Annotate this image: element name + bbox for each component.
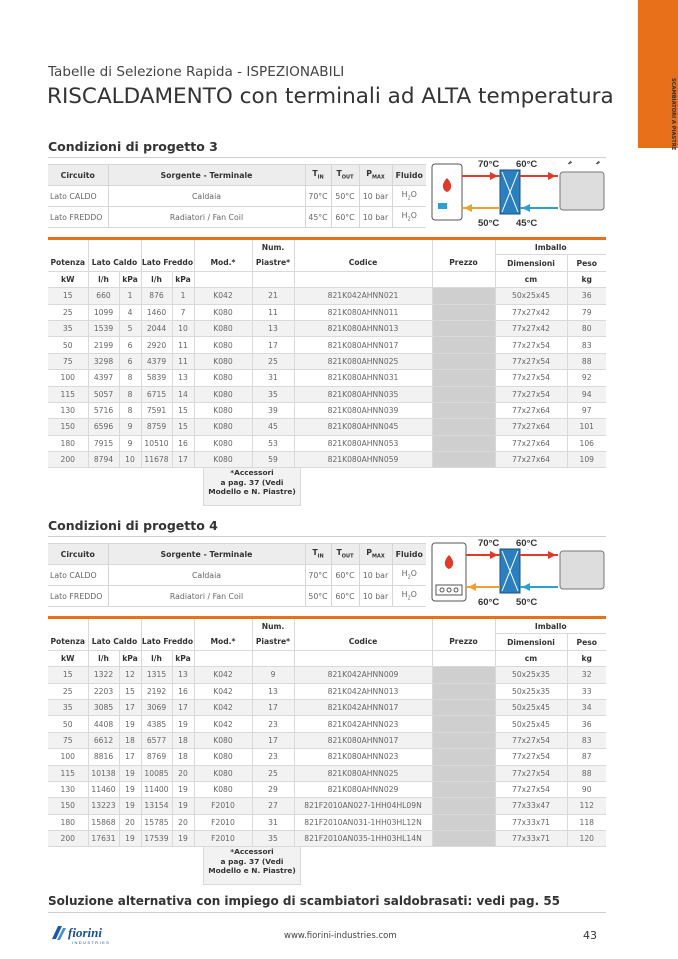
flow-diagram-4 xyxy=(428,537,606,607)
price-cell xyxy=(432,699,495,715)
cond-row: Lato CALDO Caldaia 70°C 60°C 10 bar $H_2O$ xyxy=(48,565,426,586)
accessori-note: *Accessori a pag. 37 (Vedi Modello e N. Piastre) xyxy=(203,468,301,506)
cond-row: Lato FREDDO Radiatori / Fan Coil 45°C 60°C 10 bar $H_2O$ xyxy=(48,207,426,228)
divider xyxy=(48,912,606,913)
table-row: 35 3085 17 3069 17 K042 17 821K042AHNN017 50x25x45 34 xyxy=(48,699,606,715)
table-row: 50 2199 6 2920 11 K080 17 821K080AHNN017 77x27x54 83 xyxy=(48,337,606,353)
price-cell xyxy=(432,749,495,765)
table-row: 200 17631 19 17539 19 F2010 35 821F2010AN035-1HH03HL14N 77x33x71 120 xyxy=(48,831,606,847)
price-cell xyxy=(432,798,495,814)
price-cell xyxy=(432,370,495,386)
table-row: 35 1539 5 2044 10 K080 13 821K080AHNN013 77x27x42 80 xyxy=(48,320,606,336)
radiator-icon xyxy=(560,551,604,589)
table-row: 200 8794 10 11678 17 K080 59 821K080AHNN059 77x27x64 109 xyxy=(48,452,606,468)
price-cell xyxy=(432,667,495,683)
svg-text:60°C: 60°C xyxy=(478,597,500,607)
col-sorgente: Sorgente - Terminale xyxy=(108,165,305,186)
conditions-table-3 xyxy=(48,164,426,228)
section-3-heading: Condizioni di progetto 3 xyxy=(48,139,218,154)
table-row: 25 2203 15 2192 16 K042 13 821K042AHNN013 50x25x35 33 xyxy=(48,683,606,699)
price-cell xyxy=(432,353,495,369)
flow-diagram-3 xyxy=(428,158,606,228)
svg-text:50°C: 50°C xyxy=(478,218,500,228)
table-row: 150 6596 9 8759 15 K080 45 821K080AHNN045 77x27x64 101 xyxy=(48,419,606,435)
selection-table-4: Num. Imballo Potenza Lato Caldo Lato Freddo Mod.* Piastre* Codice Prezzo Dimensioni Peso kW l/h kPa l/h kPa cm kg 15 1322 12 1315 13 K042 9 821K042AHNN009 50x25x35 32 25 2203 15 2192 16 K042 13 821K042AHNN013 50x25x35 33 35 3085 17 3069 17 K042 17 821K042AHNN017 50x25x45 34 50 4408 19 4385 19 K042 23 821K042AHNN023 50x25x45 36 75 6612 18 6577 18 K080 17 821K080AHNN017 77x27x54 83 100 8816 17 8769 18 K080 23 821K080AHNN023 77x27x54 87 115 10138 19 10085 20 K080 25 821K080AHNN025 77x27x54 88 130 11460 19 11400 19 K080 29 821K080AHNN029 77x27x54 90 150 13223 19 13154 19 F2010 27 821F2010AN027-1HH04HL09N 77x33x47 112 180 15868 20 15785 20 F2010 31 821F2010AN031-1HH03HL12N 77x33x71 118 200 17631 19 17539 19 F2010 35 821F2010AN035-1HH03HL14N 77x33x71 120 xyxy=(48,616,606,847)
svg-text:45°C: 45°C xyxy=(516,218,538,228)
price-cell xyxy=(432,304,495,320)
table-row: 180 15868 20 15785 20 F2010 31 821F2010AN031-1HH03HL12N 77x33x71 118 xyxy=(48,814,606,830)
svg-text:fiorini: fiorini xyxy=(68,925,102,940)
price-cell xyxy=(432,386,495,402)
cond-row: Lato FREDDO Radiatori / Fan Coil 50°C 60°C 10 bar $H_2O$ xyxy=(48,586,426,607)
price-cell xyxy=(432,419,495,435)
table-row: 100 8816 17 8769 18 K080 23 821K080AHNN023 77x27x54 87 xyxy=(48,749,606,765)
price-cell xyxy=(432,831,495,847)
svg-text:60°C: 60°C xyxy=(516,538,538,549)
price-cell xyxy=(432,814,495,830)
svg-text:INDUSTRIES: INDUSTRIES xyxy=(72,940,111,945)
table-row: 50 4408 19 4385 19 K042 23 821K042AHNN023 50x25x45 36 xyxy=(48,716,606,732)
svg-text:60°C: 60°C xyxy=(516,159,538,170)
table-row: 100 4397 8 5839 13 K080 31 821K080AHNN031 77x27x54 92 xyxy=(48,370,606,386)
svg-text:50°C: 50°C xyxy=(516,597,538,607)
table-row: 150 13223 19 13154 19 F2010 27 821F2010AN027-1HH04HL09N 77x33x47 112 xyxy=(48,798,606,814)
radiator-icon xyxy=(560,172,604,210)
table-row: 75 3298 6 4379 11 K080 25 821K080AHNN025 77x27x54 88 xyxy=(48,353,606,369)
price-cell xyxy=(432,452,495,468)
table-row: 15 660 1 876 1 K042 21 821K042AHNN021 50x25x45 36 xyxy=(48,288,606,304)
page-title: RISCALDAMENTO con terminali ad ALTA temperatura xyxy=(47,84,614,109)
col-tin: $T_{IN}$ xyxy=(305,165,331,186)
col-pmax: $P_{MAX}$ xyxy=(359,165,392,186)
price-cell xyxy=(432,732,495,748)
price-cell xyxy=(432,402,495,418)
accessori-note: *Accessori a pag. 37 (Vedi Modello e N. Piastre) xyxy=(203,847,301,885)
table-row: 75 6612 18 6577 18 K080 17 821K080AHNN017 77x27x54 83 xyxy=(48,732,606,748)
col-tout: $T_{OUT}$ xyxy=(331,165,359,186)
table-row: 130 5716 8 7591 15 K080 39 821K080AHNN039 77x27x64 97 xyxy=(48,402,606,418)
table-row: 25 1099 4 1460 7 K080 11 821K080AHNN011 77x27x42 79 xyxy=(48,304,606,320)
table-row: 15 1322 12 1315 13 K042 9 821K042AHNN009 50x25x35 32 xyxy=(48,667,606,683)
col-circuito: Circuito xyxy=(48,165,108,186)
page-number: 43 xyxy=(583,929,597,942)
svg-text:70°C: 70°C xyxy=(478,159,500,170)
section-4-heading: Condizioni di progetto 4 xyxy=(48,518,218,533)
price-cell xyxy=(432,320,495,336)
fiorini-logo xyxy=(50,923,132,945)
price-cell xyxy=(432,765,495,781)
price-cell xyxy=(432,435,495,451)
price-cell xyxy=(432,781,495,797)
price-cell xyxy=(432,716,495,732)
price-cell xyxy=(432,337,495,353)
table-row: 115 5057 8 6715 14 K080 35 821K080AHNN035 77x27x54 94 xyxy=(48,386,606,402)
table-row: 115 10138 19 10085 20 K080 25 821K080AHNN025 77x27x54 88 xyxy=(48,765,606,781)
table-row: 180 7915 9 10510 16 K080 53 821K080AHNN053 77x27x64 106 xyxy=(48,435,606,451)
price-cell xyxy=(432,683,495,699)
side-tab-label: SCAMBIATORI A PIASTRE xyxy=(670,78,676,151)
table-row: 130 11460 19 11400 19 K080 29 821K080AHNN029 77x27x54 90 xyxy=(48,781,606,797)
cond-row: Lato CALDO Caldaia 70°C 50°C 10 bar $H_2O$ xyxy=(48,186,426,207)
price-cell xyxy=(432,288,495,304)
col-fluido: Fluido xyxy=(392,165,426,186)
website-url: www.fiorini-industries.com xyxy=(284,931,397,941)
page-subtitle: Tabelle di Selezione Rapida - ISPEZIONABILI xyxy=(48,64,345,80)
conditions-table-4: Circuito Sorgente - Terminale $T_{IN}$ $T_{OUT}$ $P_{MAX}$ Fluido Lato CALDO Caldaia 70°C 60°C 10 bar $H_2O$ Lato FREDDO Radiatori / Fan Coil 50°C 60°C 10 bar $H_2O$ xyxy=(48,543,426,607)
alternative-solution-note: Soluzione alternativa con impiego di scambiatori saldobrasati: vedi pag. 55 xyxy=(48,894,561,908)
selection-table-3: Num. Imballo Potenza Lato Caldo Lato Freddo Mod.* Piastre* Codice Prezzo Dimensioni Peso kW l/h kPa l/h kPa cm kg 15 660 1 876 1 K042 21 821K042AHNN021 50x25x45 36 25 1099 4 1460 7 K080 11 821K080AHNN011 77x27x42 79 35 1539 5 2044 10 K080 13 821K080AHNN013 77x27x42 80 50 2199 6 2920 11 K080 17 821K080AHNN017 77x27x54 83 75 3298 6 4379 11 K080 25 821K080AHNN025 77x27x54 88 100 4397 8 5839 13 K080 31 821K080AHNN031 77x27x54 92 115 5057 8 6715 14 K080 35 821K080AHNN035 77x27x54 94 130 5716 8 7591 15 K080 39 821K080AHNN039 77x27x64 97 150 6596 9 8759 15 K080 45 821K080AHNN045 77x27x64 101 180 7915 9 10510 16 K080 53 821K080AHNN053 77x27x64 106 200 8794 10 11678 17 K080 59 821K080AHNN059 77x27x64 109 xyxy=(48,237,606,468)
svg-text:70°C: 70°C xyxy=(478,538,500,549)
